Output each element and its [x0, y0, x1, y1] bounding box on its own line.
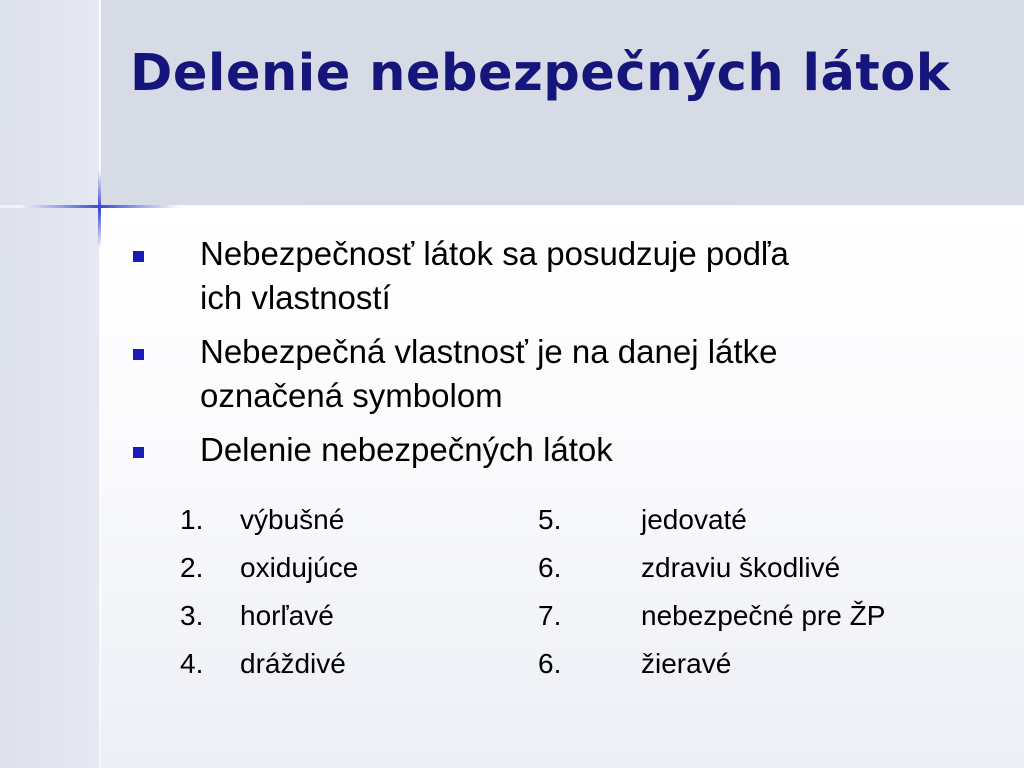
list-item-number: 6.: [538, 552, 562, 583]
bullet-text-line: Nebezpečná vlastnosť je na danej látke: [200, 333, 778, 370]
list-item-number: 7.: [538, 600, 562, 631]
vertical-divider: [99, 0, 101, 768]
list-item-number: 3.: [180, 600, 204, 631]
bullet-text-line: ich vlastností: [200, 279, 391, 316]
bullet-item: [130, 330, 990, 418]
sparkle-icon-vertical: [98, 170, 101, 248]
list-item-text: horľavé: [240, 600, 334, 631]
left-band: [0, 0, 100, 768]
list-item-text: výbušné: [240, 504, 345, 535]
slide-title: Delenie nebezpečných látok: [130, 44, 951, 103]
list-item-text: žieravé: [641, 648, 732, 679]
list-item-text: zdraviu škodlivé: [641, 552, 841, 583]
bullet-list: [130, 232, 990, 482]
bullet-item: [130, 428, 990, 472]
list-item-text: jedovaté: [641, 504, 747, 535]
hazard-categories-list: [180, 496, 960, 696]
square-bullet-icon: [133, 447, 144, 458]
list-item-text: dráždivé: [240, 648, 346, 679]
square-bullet-icon: [133, 251, 144, 262]
list-item-number: 5.: [538, 504, 562, 535]
list-item-text: nebezpečné pre ŽP: [641, 600, 886, 631]
list-item-number: 2.: [180, 552, 204, 583]
list-item-number: 1.: [180, 504, 204, 535]
list-item-number: 6.: [538, 648, 562, 679]
bullet-text-line: označená symbolom: [200, 377, 503, 414]
sparkle-icon-horizontal: [20, 205, 180, 208]
list-item-number: 4.: [180, 648, 204, 679]
bullet-text-line: Delenie nebezpečných látok: [200, 431, 613, 468]
bullet-item: [130, 232, 990, 320]
list-item-text: oxidujúce: [240, 552, 359, 583]
bullet-text-line: Nebezpečnosť látok sa posudzuje podľa: [200, 235, 789, 272]
square-bullet-icon: [133, 349, 144, 360]
